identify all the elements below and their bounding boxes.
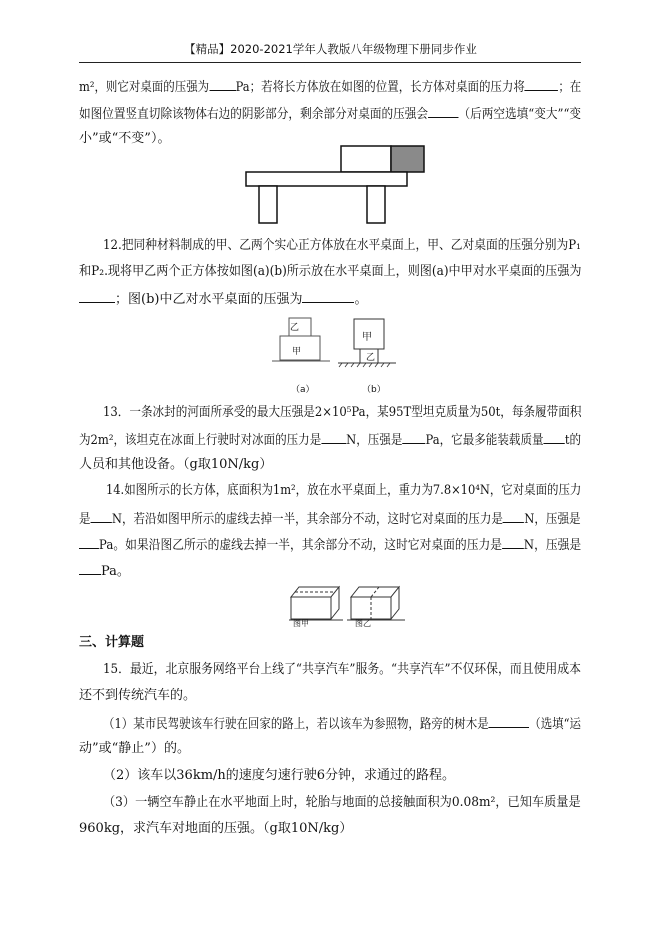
q15-line-4: 动”或“静止”）的。 — [79, 741, 190, 756]
q12-text: 。 — [354, 292, 368, 307]
q13-text: 为2m²，该坦克在冰面上行驶时对冰面的压力是 — [79, 433, 322, 448]
section-heading: 三、计算题 — [79, 635, 145, 650]
answer-blank[interactable] — [302, 290, 354, 303]
q11-text: m²，则它对桌面的压强为 — [79, 80, 210, 95]
q14-text: Pa。如果沿图乙所示的虚线去掉一半，其余部分不动，这时它对桌面的压力是 — [98, 538, 503, 553]
q12-line-3 — [79, 290, 367, 308]
q11-text: 如图位置竖直切除该物体右边的阴影部分，剩余部分对桌面的压强会 — [79, 107, 429, 122]
q14-line-4 — [79, 562, 130, 580]
answer-blank[interactable] — [544, 431, 565, 444]
q11-line-1 — [79, 78, 581, 96]
fig-yi-caption: 图乙 — [355, 619, 371, 628]
table-leg-left — [259, 186, 277, 223]
q13-line-3: 人员和其他设备。（g取10N/kg） — [79, 457, 273, 472]
q13-text: t的 — [564, 433, 582, 448]
answer-blank[interactable] — [209, 78, 235, 91]
q14-text: Pa。 — [101, 564, 130, 579]
q13-text: Pa，它最多能装载质量 — [425, 433, 544, 448]
q15-line-2: 还不到传统汽车的。 — [79, 688, 197, 703]
answer-blank[interactable] — [428, 105, 458, 118]
answer-blank[interactable] — [489, 715, 530, 728]
answer-blank[interactable] — [79, 536, 99, 549]
table-top — [246, 172, 407, 186]
answer-blank[interactable] — [91, 510, 112, 523]
table-block-figure — [245, 146, 425, 226]
q14-line-1: 14.如图所示的长方体，底面积为1m²，放在水平桌面上，重力为7.8×10⁴N，它对桌面的压力 — [106, 483, 582, 498]
q15-line-7: 960kg，求汽车对地面的压强。（g取10N/kg） — [79, 821, 353, 836]
q11-line-3: 小”或“不变”）。 — [79, 131, 171, 146]
fig-a-bottom-label: 甲 — [292, 347, 302, 357]
box-figure-b — [351, 587, 399, 619]
q11-text: ；在 — [558, 80, 582, 95]
box-figure-a — [291, 587, 339, 619]
fig-a-caption: （a） — [291, 385, 315, 395]
q15-text: （1）某市民驾驶该车行驶在回家的路上，若以该车为参照物，路旁的树木是 — [103, 717, 489, 732]
answer-blank[interactable] — [503, 510, 524, 523]
q11-line-2 — [79, 105, 581, 123]
answer-blank[interactable] — [79, 562, 101, 575]
q14-line-2 — [79, 510, 581, 528]
fig-jia-caption: 图甲 — [293, 619, 309, 628]
ground-hatch — [339, 363, 390, 367]
q14-text: N，压强是 — [523, 538, 582, 553]
q14-text: 是 — [79, 512, 91, 527]
q11-text: Pa；若将长方体放在如图的位置，长方体对桌面的压力将 — [235, 80, 525, 95]
answer-blank[interactable] — [321, 431, 346, 444]
fig-b-top-label: 甲 — [362, 332, 372, 343]
q14-text: N，若沿如图甲所示的虚线去掉一半，其余部分不动，这时它对桌面的压力是 — [111, 512, 503, 527]
q13-line-2 — [79, 431, 581, 449]
answer-blank[interactable] — [502, 536, 524, 549]
q13-text: N，压强是 — [346, 433, 403, 448]
q15-line-3 — [103, 715, 581, 733]
page-header: 【精品】2020-2021学年人教版八年级物理下册同步作业 — [184, 42, 477, 56]
q14-line-3 — [79, 536, 581, 554]
block-remaining — [341, 146, 391, 172]
block-shaded-part — [391, 146, 424, 172]
answer-blank[interactable] — [79, 290, 115, 303]
q11-text: （后两空选填“变大”“变 — [458, 107, 582, 122]
figure-a-stacked-cubes — [272, 317, 332, 367]
q15-line-1: 15．最近，北京服务网络平台上线了“共享汽车”服务。“共享汽车”不仅环保，而且使用成本 — [103, 662, 582, 677]
fig-b-caption: （b） — [362, 385, 386, 395]
q14-text: N，压强是 — [524, 512, 581, 527]
table-leg-right — [367, 186, 385, 223]
answer-blank[interactable] — [525, 78, 559, 91]
q12-line-1: 12.把同种材料制成的甲、乙两个实心正方体放在水平桌面上，甲、乙对桌面的压强分别为P₁ — [103, 238, 581, 253]
fig-b-bottom-label: 乙 — [366, 353, 376, 363]
q15-text: （选填“运 — [529, 717, 581, 732]
q12-text: ；图(b)中乙对水平桌面的压强为 — [115, 292, 303, 307]
q12-line-2: 和P₂.现将甲乙两个正方体按如图(a)(b)所示放在水平桌面上，则图(a)中甲对水平桌面的压强为 — [79, 264, 582, 279]
fig-a-top-label: 乙 — [290, 323, 300, 333]
q15-line-6: （3）一辆空车静止在水平地面上时，轮胎与地面的总接触面积为0.08m²，已知车质量是 — [103, 795, 581, 810]
q13-line-1: 13．一条冰封的河面所承受的最大压强是2×10⁵Pa，某95T型坦克质量为50t，每条履带面积 — [103, 405, 582, 420]
header-divider — [79, 62, 581, 63]
answer-blank[interactable] — [402, 431, 425, 444]
q15-line-5: （2）该车以36km/h的速度匀速行驶6分钟，求通过的路程。 — [103, 768, 456, 783]
